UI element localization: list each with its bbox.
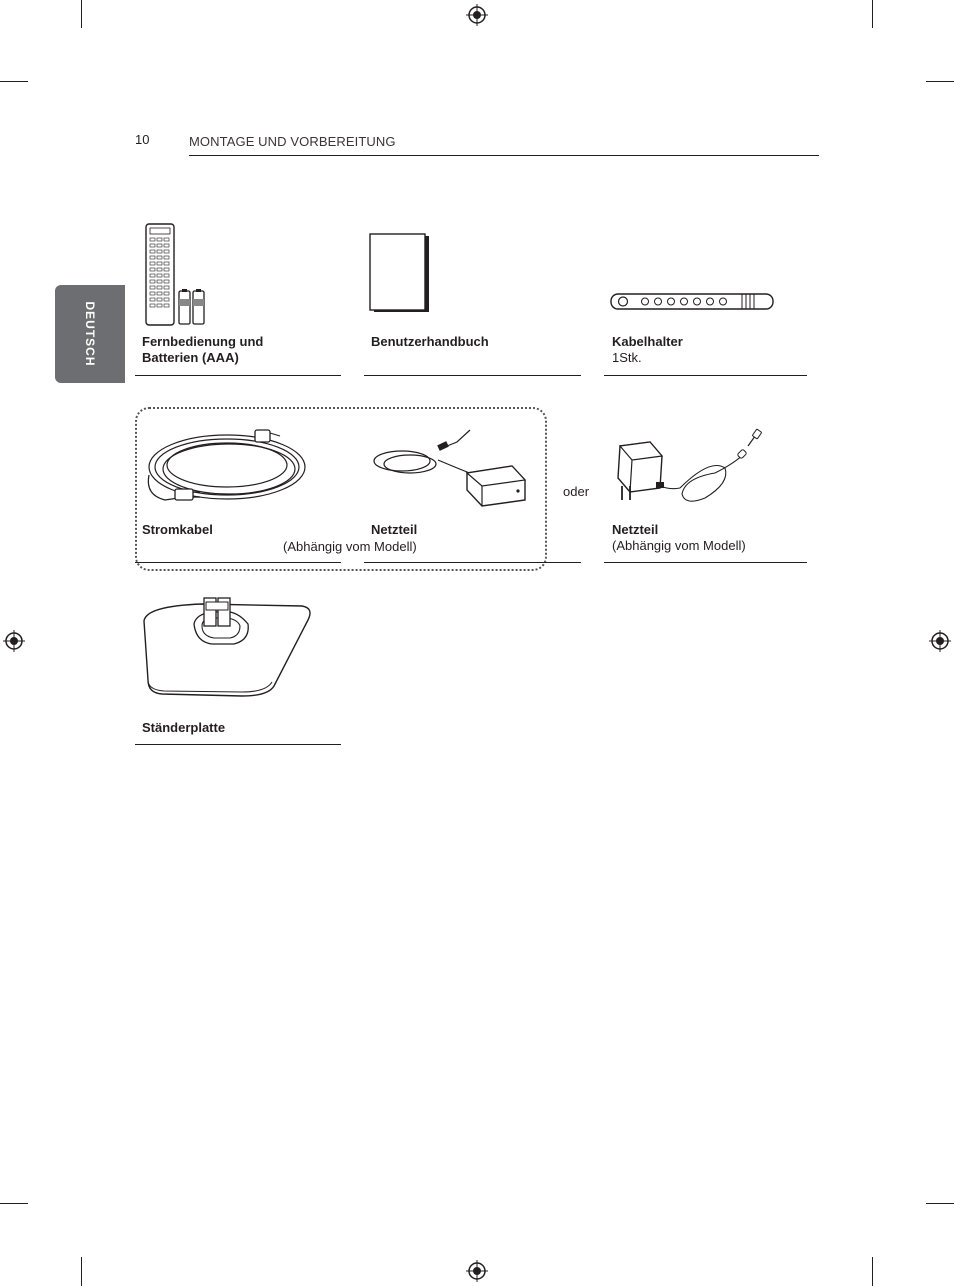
item-note-adapter-1: (Abhängig vom Modell) — [283, 539, 417, 554]
registration-mark-icon — [466, 4, 488, 26]
crop-mark — [872, 0, 873, 28]
item-label-remote — [142, 334, 263, 366]
item-title: Kabelhalter — [612, 334, 683, 349]
crop-mark — [926, 1203, 954, 1204]
registration-mark-icon — [929, 630, 951, 652]
registration-mark-icon — [466, 1260, 488, 1282]
crop-mark — [81, 1257, 82, 1286]
wall-adapter-icon — [610, 428, 765, 510]
language-tab-label: DEUTSCH — [83, 301, 97, 367]
crop-mark — [872, 1257, 873, 1286]
stand-base-icon — [142, 596, 314, 698]
item-label-adapter-2 — [612, 522, 746, 554]
power-adapter-icon — [372, 428, 530, 510]
item-title: Fernbedienung und — [142, 334, 264, 349]
registration-mark-icon — [3, 630, 25, 652]
item-title: Netzteil — [371, 522, 418, 537]
item-label-adapter-1 — [371, 522, 417, 538]
item-label-power-cord — [142, 522, 213, 538]
crop-mark — [0, 81, 28, 82]
item-note: 1Stk. — [612, 350, 642, 365]
item-title: Benutzerhandbuch — [371, 334, 489, 349]
item-rule — [364, 375, 581, 376]
item-rule — [135, 375, 341, 376]
power-cord-icon — [145, 425, 310, 510]
item-rule — [135, 744, 341, 745]
item-label-stand-base — [142, 720, 225, 736]
item-title: Netzteil — [612, 522, 659, 537]
section-title: MONTAGE UND VORBEREITUNG — [189, 134, 396, 149]
item-label-cable-holder — [612, 334, 683, 366]
crop-mark — [926, 81, 954, 82]
item-label-manual — [371, 334, 489, 350]
item-rule — [604, 375, 807, 376]
header-rule — [189, 155, 819, 156]
or-text: oder — [563, 484, 590, 499]
item-title: Ständerplatte — [142, 720, 226, 735]
crop-mark — [81, 0, 82, 28]
item-rule — [364, 562, 581, 563]
crop-mark — [0, 1203, 28, 1204]
cable-holder-icon — [610, 292, 776, 312]
language-tab — [55, 285, 125, 383]
item-title-line2: Batterien (AAA) — [142, 350, 239, 365]
item-title: Stromkabel — [142, 522, 213, 537]
page-number: 10 — [135, 132, 150, 147]
item-note: (Abhängig vom Modell) — [612, 538, 746, 553]
item-rule — [604, 562, 807, 563]
remote-control-icon — [145, 223, 231, 327]
item-rule — [135, 562, 341, 563]
manual-book-icon — [369, 233, 431, 313]
